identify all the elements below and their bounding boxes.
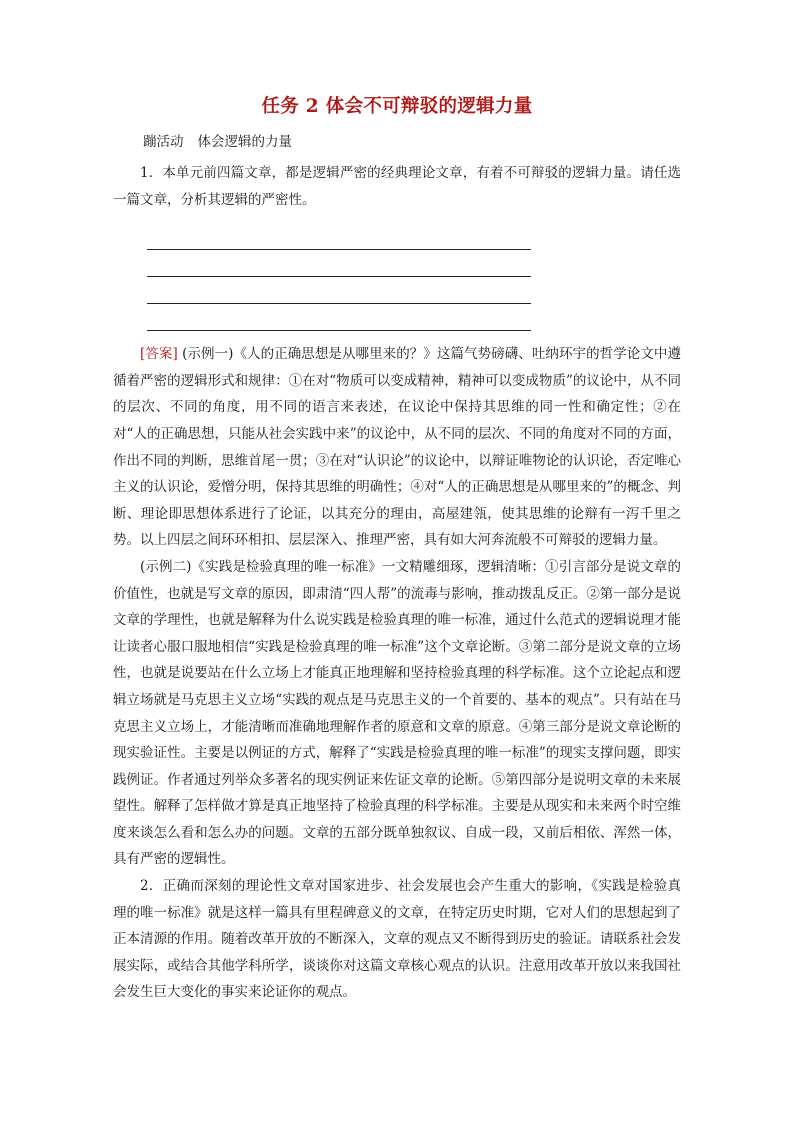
- blank-line: [147, 304, 531, 331]
- blank-line: [147, 223, 531, 250]
- answer-example-1-text: (示例一)《人的正确思想是从哪里来的？》这篇气势磅礴、吐纳环宇的哲学论文中遵循着严密的逻辑形式和规律：①在对“物质可以变成精神，精神可以变成物质”的议论中，从不同的层次、不同的角度，用不同的语言来表述，在议论中保持其思维的同一性和确定性；②在对“人的正确思想，只能从社会实践中来”的议论中，从不同的层次、不同的角度对不同的方面，作出不同的判断，思维首尾一贯；③在对“认识论”的议论中，以辩证唯物论的认识论，否定唯心主义的认识论，爱憎分明，保持其思维的明确性；④对“人的正确思想是从哪里来的”的概念、判断、理论即思想体系进行了论证，以其充分的理由，高屋建瓴，使其思维的论辩有一泻千里之势。以上四层之间环环相扣、层层深入、推理严密，具有如大河奔流般不可辩驳的逻辑力量。: [113, 346, 681, 549]
- answer-example-2: (示例二)《实践是检验真理的唯一标准》一文精雕细琢，逻辑清晰：①引言部分是说文章的价值性，也就是写文章的原因，即肃清“四人帮”的流毒与影响，推动拨乱反正。②第一部分是说文章的学理性，也就是解释为什么说实践是检验真理的唯一标准，通过什么范式的逻辑说理才能让读者心服口服地相信“实践是检验真理的唯一标准”这个文章论断。③第二部分是说文章的立场性，也就是说要站在什么立场上才能真正地理解和坚持检验真理的科学标准。这个立论起点和逻辑立场就是马克思主义立场“实践的观点是马克思主义的一个首要的、基本的观点”。只有站在马克思主义立场上，才能清晰而准确地理解作者的原意和文章的原意。④第三部分是说文章论断的现实验证性。主要是以例证的方式，解释了“实践是检验真理的唯一标准”的现实支撑问题，即实践例证。作者通过列举众多著名的现实例证来佐证文章的论断。⑤第四部分是说明文章的未来展望性。解释了怎样做才算是真正地坚持了检验真理的科学标准。主要是从现实和未来两个时空维度来谈怎么看和怎么办的问题。文章的五部分既单独叙议、自成一段，又前后相依、浑然一体，具有严密的逻辑性。: [113, 558, 681, 868]
- blank-line: [147, 250, 531, 277]
- blank-line: [147, 277, 531, 304]
- question-2: 2．正确而深刻的理论性文章对国家进步、社会发展也会产生重大的影响，《实践是检验真理的唯一标准》就是这样一篇具有里程碑意义的文章，在特定历史时期，它对人们的思想起到了正本清源的作用。随着改革开放的不断深入，文章的观点又不断得到历史的验证。请联系社会发展实际，或结合其他学科所学，谈谈你对这篇文章核心观点的认识。注意用改革开放以来我国社会发生巨大变化的事实来论证你的观点。: [113, 878, 681, 1001]
- activity-tag: 蹦活动: [143, 134, 184, 150]
- answer-tag: [答案]: [140, 346, 178, 363]
- answer-blank-lines: [147, 223, 531, 331]
- question-1: 1．本单元前四篇文章，都是逻辑严密的经典理论文章，有着不可辩驳的逻辑力量。请任选一篇文章，分析其逻辑的严密性。: [113, 165, 681, 208]
- document-page: [113, 92, 681, 1006]
- activity-label: 体会逻辑的力量: [197, 134, 292, 150]
- page-title: 任务 2 体会不可辩驳的逻辑力量: [261, 96, 533, 117]
- activity-heading: [143, 132, 681, 152]
- answer-example-1: [113, 341, 681, 554]
